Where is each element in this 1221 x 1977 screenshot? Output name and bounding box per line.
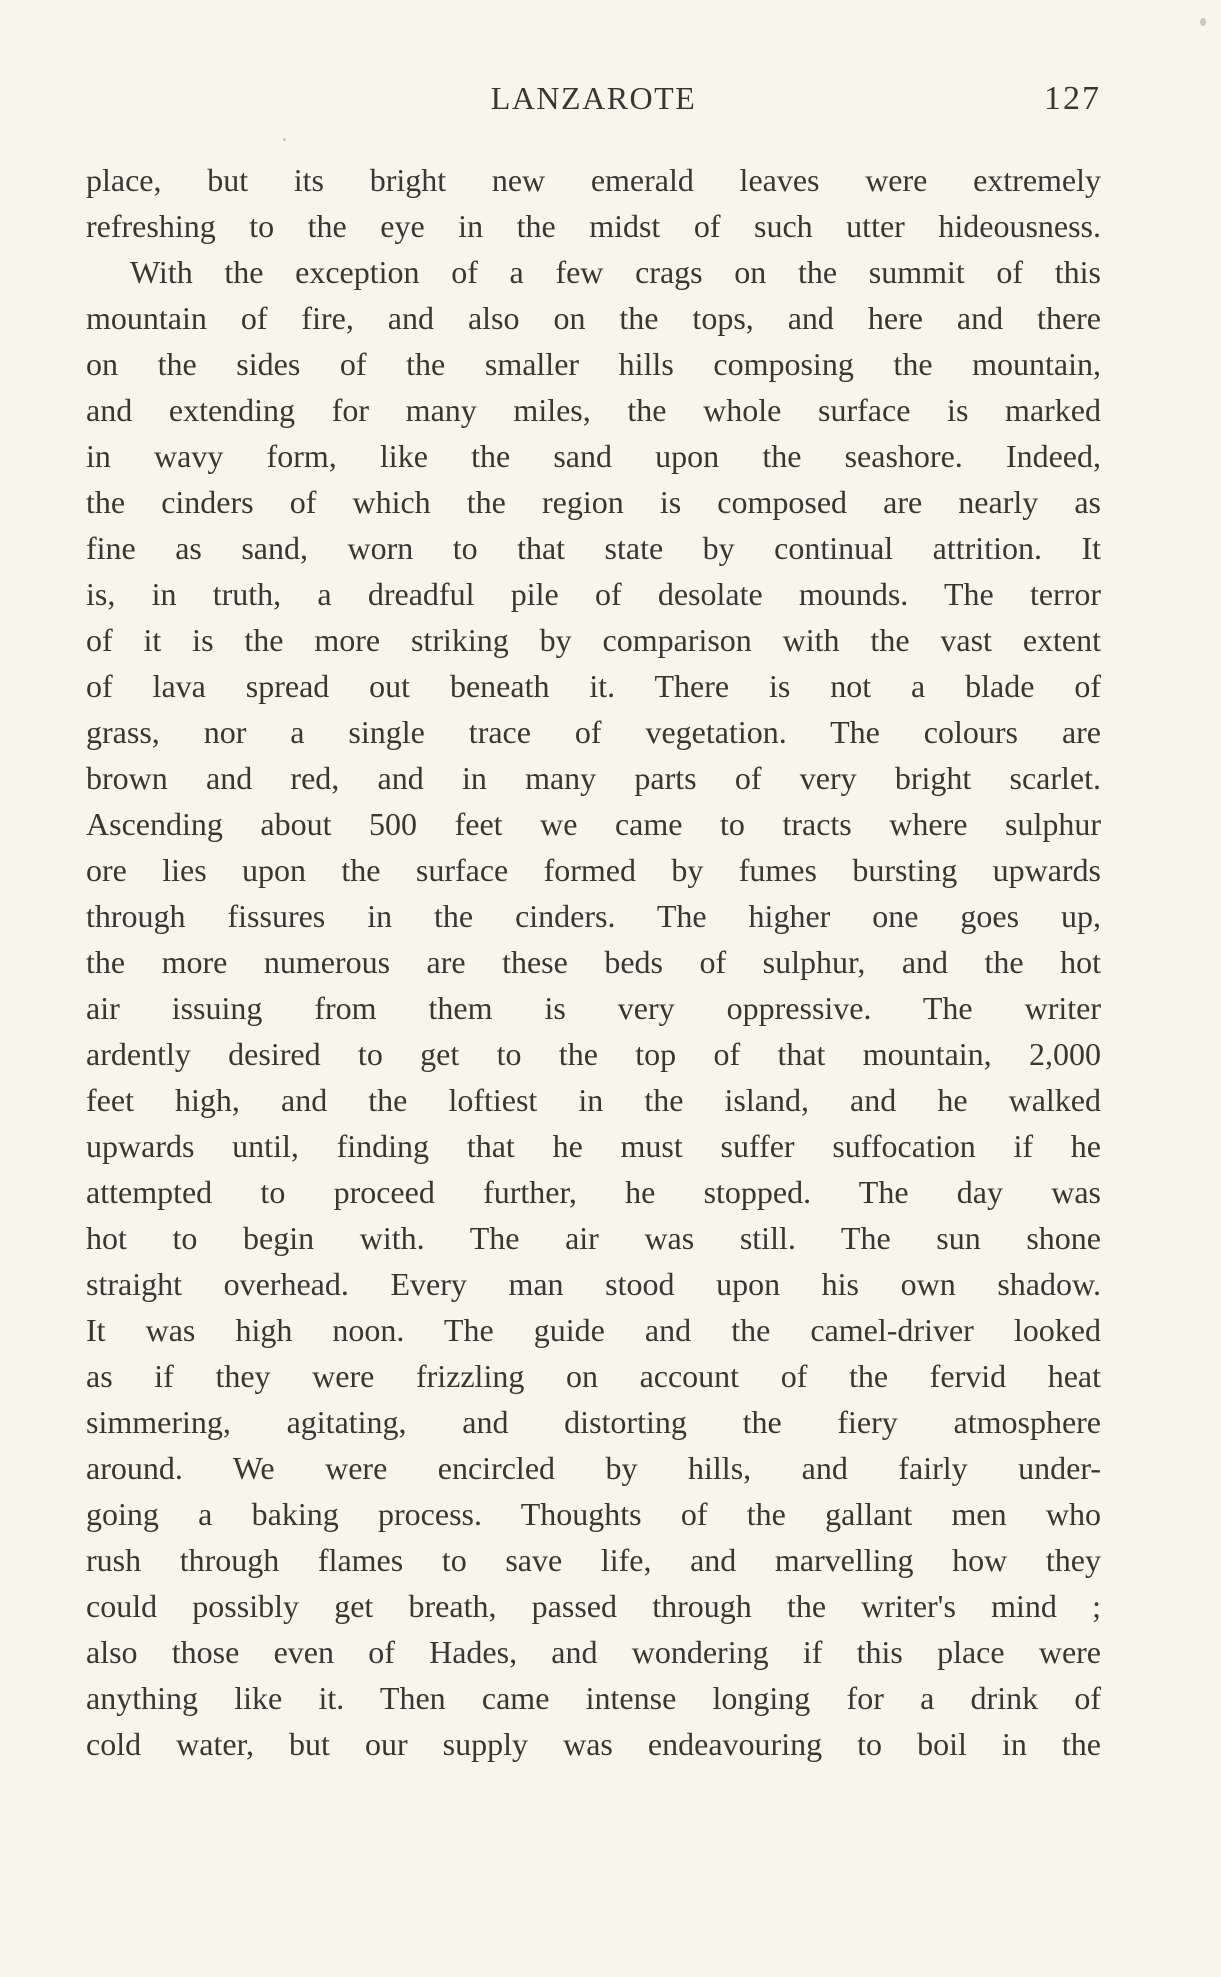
paper-speck: [1200, 18, 1206, 26]
text-line: rush through flames to save life, and marvelling how they: [86, 1542, 1101, 1578]
page-number: 127: [1044, 80, 1101, 117]
text-line: grass, nor a single trace of vegetation. The colours are: [86, 714, 1101, 750]
text-line: of it is the more striking by comparison with the vast extent: [86, 622, 1101, 658]
text-line: cold water, but our supply was endeavouring to boil in the: [86, 1726, 1101, 1762]
text-line: hot to begin with. The air was still. The sun shone: [86, 1220, 1101, 1256]
text-line: ore lies upon the surface formed by fumes bursting upwards: [86, 852, 1101, 888]
text-line: as if they were frizzling on account of the fervid heat: [86, 1358, 1101, 1394]
text-line: also those even of Hades, and wondering if this place were: [86, 1634, 1101, 1670]
text-line: in wavy form, like the sand upon the seashore. Indeed,: [86, 438, 1101, 474]
text-line: is, in truth, a dreadful pile of desolate mounds. The terror: [86, 576, 1101, 612]
text-line: through fissures in the cinders. The higher one goes up,: [86, 898, 1101, 934]
text-line: the more numerous are these beds of sulphur, and the hot: [86, 944, 1101, 980]
text-line: air issuing from them is very oppressive. The writer: [86, 990, 1101, 1026]
text-line: of lava spread out beneath it. There is not a blade of: [86, 668, 1101, 704]
text-line: attempted to proceed further, he stopped. The day was: [86, 1174, 1101, 1210]
text-line: ardently desired to get to the top of that mountain, 2,000: [86, 1036, 1101, 1072]
body-text: [86, 157, 1101, 1767]
text-line: refreshing to the eye in the midst of such utter hideousness.: [86, 208, 1101, 244]
text-line: mountain of fire, and also on the tops, and here and there: [86, 300, 1101, 336]
text-line: could possibly get breath, passed through the writer's mind ;: [86, 1588, 1101, 1624]
text-line: anything like it. Then came intense longing for a drink of: [86, 1680, 1101, 1716]
text-line: It was high noon. The guide and the camel-driver looked: [86, 1312, 1101, 1348]
text-line: fine as sand, worn to that state by continual attrition. It: [86, 530, 1101, 566]
text-line: Ascending about 500 feet we came to tracts where sulphur: [86, 806, 1101, 842]
text-line: around. We were encircled by hills, and fairly under-: [86, 1450, 1101, 1486]
running-head: [86, 80, 1101, 124]
text-line: upwards until, finding that he must suffer suffocation if he: [86, 1128, 1101, 1164]
text-line: straight overhead. Every man stood upon his own shadow.: [86, 1266, 1101, 1302]
text-line: place, but its bright new emerald leaves were extremely: [86, 162, 1101, 198]
text-line: and extending for many miles, the whole surface is marked: [86, 392, 1101, 428]
text-line: on the sides of the smaller hills composing the mountain,: [86, 346, 1101, 382]
text-line: feet high, and the loftiest in the island, and he walked: [86, 1082, 1101, 1118]
text-line: the cinders of which the region is composed are nearly as: [86, 484, 1101, 520]
text-line: going a baking process. Thoughts of the gallant men who: [86, 1496, 1101, 1532]
text-line: brown and red, and in many parts of very bright scarlet.: [86, 760, 1101, 796]
paragraph-start-line: With the exception of a few crags on the summit of this: [130, 254, 1101, 290]
paper-speck: [283, 138, 286, 141]
text-line: simmering, agitating, and distorting the fiery atmosphere: [86, 1404, 1101, 1440]
running-title: LANZAROTE: [490, 80, 697, 116]
